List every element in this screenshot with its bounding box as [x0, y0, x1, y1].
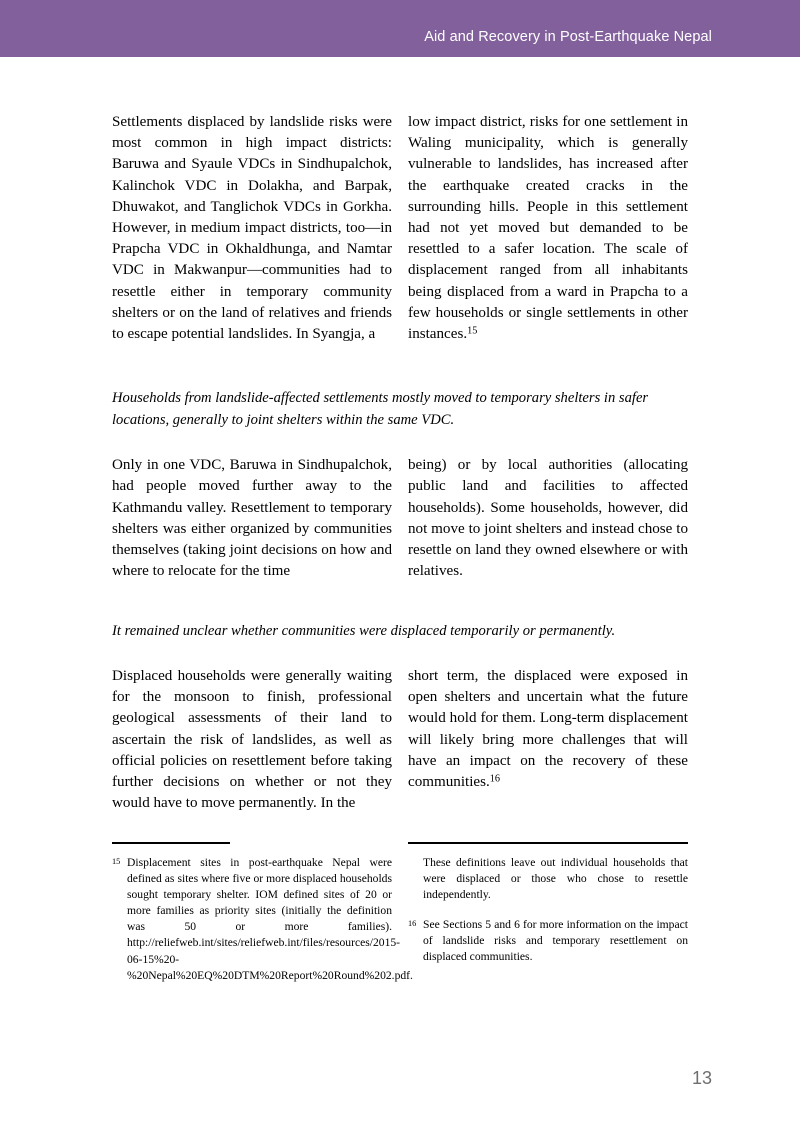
footnote-text-15: Displacement sites in post-earthquake Nepal were defined as sites where five or more displaced households sought temporary shelter. IOM defined sites of 20 or more families as priority sites (initially the definition was 50 or more families). http://reliefweb.int/sites/reliefweb.int/files/resources/2015-06-15%20-%20Nepal%20EQ%20DTM%20Report%20Round%202.pdf. [127, 856, 413, 982]
footnote-text-16: See Sections 5 and 6 for more information on the impact of landslide risks and temporary resettlement on displaced communities. [423, 918, 688, 964]
paragraph-block-2 [112, 455, 688, 582]
page-header-title: Aid and Recovery in Post-Earthquake Nepal [424, 29, 712, 45]
spacer-2 [112, 431, 688, 455]
footnote-marker-16: 16 [408, 919, 417, 929]
paragraph-3-left-column [112, 666, 392, 814]
spacer-4 [112, 643, 688, 666]
spacer-1 [112, 345, 688, 388]
body-paragraph-1-right-text: low impact district, risks for one settlement in Waling municipality, which is generally vulnerable to landslides, has increased after the earthquake created cracks in the surrounding hills. People in this settlement had not yet moved but demanded to be resettled to a safer location. The scale of displacement ranged from all inhabitants being displaced from a ward in Prapcha to a few households or single settlements in other instances. [408, 114, 688, 343]
pull-quote-1: Households from landslide-affected settlements mostly moved to temporary shelters in safer locations, generally to joint shelters within the same VDC. [112, 390, 649, 428]
page-number: 13 [691, 1068, 712, 1088]
body-paragraph-1-right [408, 112, 688, 345]
spacer-3 [112, 582, 688, 621]
paragraph-3-right-column [408, 666, 688, 793]
footnotes-right-column [408, 842, 688, 966]
paragraph-block-1 [112, 112, 688, 345]
body-paragraph-1-left: Settlements displaced by landslide risks were most common in high impact districts: Baruwa and Syaule VDCs in Sindhupalchok, Kalinchok VDC in Dolakha, and Barpak, Dhuwakot, and Tanglichok VDCs in Gorkha. However, in medium impact districts, too—in Prapcha VDC in Okhaldhunga, and Namtar VDC in Makwanpur—communities had to resettle either in temporary community shelters or on the land of relatives and friends to escape potential landslides. In Syangja, a [112, 114, 392, 343]
page-content [112, 112, 688, 814]
paragraph-2-right-column [408, 455, 688, 582]
footnotes-section [112, 842, 688, 984]
footnote-separator-rule-right [408, 842, 688, 844]
body-paragraph-2-left: Only in one VDC, Baruwa in Sindhupalchok, had people moved further away to the Kathmandu valley. Resettlement to temporary shelters was either organized by communities themselves (taking joint decisions on how and where to relocate for the time [112, 457, 392, 580]
footnote-item-15-continued [408, 855, 688, 903]
page-header-banner [0, 0, 800, 57]
body-paragraph-3-right [408, 666, 688, 793]
paragraph-1-right-column [408, 112, 688, 345]
body-paragraph-3-right-text: short term, the displaced were exposed in open shelters and uncertain what the future would hold for them. Long-term displacement will likely bring more challenges that will have an impact on the recovery of these communities. [408, 667, 688, 790]
footnote-reference-15[interactable]: 15 [467, 325, 478, 337]
body-paragraph-2-right: being) or by local authorities (allocating public land and facilities to affected households). Some households, however, did not move to joint shelters and instead chose to resettle on land they owned elsewhere or with relatives. [408, 457, 688, 580]
footnote-marker-15: 15 [112, 857, 121, 866]
footnote-reference-16[interactable]: 16 [489, 773, 500, 785]
body-paragraph-3-left: Displaced households were generally waiting for the monsoon to finish, professional geological assessments of their land to ascertain the risk of landslides, as well as official policies on resettlement before taking further decisions on whether or not they would have to move permanently. In the [112, 667, 392, 812]
paragraph-2-left-column [112, 455, 392, 582]
pull-quote-2: It remained unclear whether communities were displaced temporarily or permanently. [112, 623, 616, 640]
paragraph-block-3 [112, 666, 688, 814]
paragraph-1-left-column [112, 112, 392, 345]
footnote-text-15-continued: These definitions leave out individual households that were displaced or those who chose to resettle independently. [423, 856, 688, 902]
footnote-item-16 [408, 917, 688, 965]
footnote-separator-rule-left [112, 842, 230, 844]
